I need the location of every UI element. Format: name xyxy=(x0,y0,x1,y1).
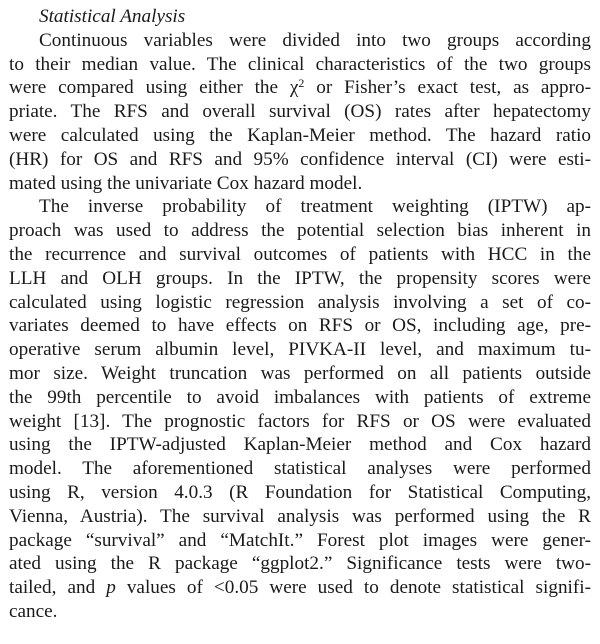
text-line: mated using the univariate Cox hazard model. xyxy=(9,172,363,194)
p-value-symbol: p xyxy=(106,577,116,599)
text-line: the recurrence and survival outcomes of patients with HCC in the xyxy=(9,243,591,265)
text-line: cance. xyxy=(9,600,58,622)
section-heading: Statistical Analysis xyxy=(39,6,186,27)
text-line: using the IPTW-adjusted Kaplan-Meier method and Cox hazard xyxy=(9,434,591,456)
text-line: were compared using either the $\chi^2$ or Fisher’s exact test, as appro- xyxy=(9,76,591,99)
text-line: package “survival” and “MatchIt.” Forest plot images were gener- xyxy=(9,529,591,551)
document-page xyxy=(9,5,591,624)
chi-square-text: were compared using either the $\chi^2$ xyxy=(9,76,305,99)
paragraph-2 xyxy=(9,195,591,623)
text-line: mor size. Weight truncation was performed on all patients outside xyxy=(9,362,591,384)
text-line: tailed, and p values of <0.05 were used to denote statistical signifi- xyxy=(9,577,591,599)
text-line: ated using the R package “ggplot2.” Significance tests were two- xyxy=(9,553,591,575)
text-line: weight [13]. The prognostic factors for RFS or OS were evaluated xyxy=(9,410,591,432)
text-line: Continuous variables were divided into two groups according xyxy=(39,29,591,51)
text-line: to their median value. The clinical characteristics of the two groups xyxy=(9,53,591,75)
text-line: model. The aforementioned statistical analyses were performed xyxy=(9,458,591,480)
text-line: operative serum albumin level, PIVKA-II level, and maximum tu- xyxy=(9,339,591,361)
text-line: variates deemed to have effects on RFS or OS, including age, pre- xyxy=(9,315,591,337)
text-line: the 99th percentile to avoid imbalances with patients of extreme xyxy=(9,386,591,408)
paragraph-1 xyxy=(9,29,591,196)
text-line: Vienna, Austria). The survival analysis was performed using the R xyxy=(9,505,591,527)
text-line: (HR) for OS and RFS and 95% confidence interval (CI) were esti- xyxy=(9,148,591,170)
superscript-two: 2 xyxy=(298,76,305,91)
text-line: proach was used to address the potential selection bias inherent in xyxy=(9,220,591,242)
text-line: The inverse probability of treatment weighting (IPTW) ap- xyxy=(39,196,591,218)
text-line: using R, version 4.0.3 (R Foundation for Statistical Computing, xyxy=(9,481,591,503)
text-line: priate. The RFS and overall survival (OS) rates after hepatectomy xyxy=(9,101,591,123)
text-line: calculated using logistic regression analysis involving a set of co- xyxy=(9,291,591,313)
text-line: LLH and OLH groups. In the IPTW, the propensity scores were xyxy=(9,267,591,289)
text-line: were calculated using the Kaplan-Meier method. The hazard ratio xyxy=(9,124,591,146)
